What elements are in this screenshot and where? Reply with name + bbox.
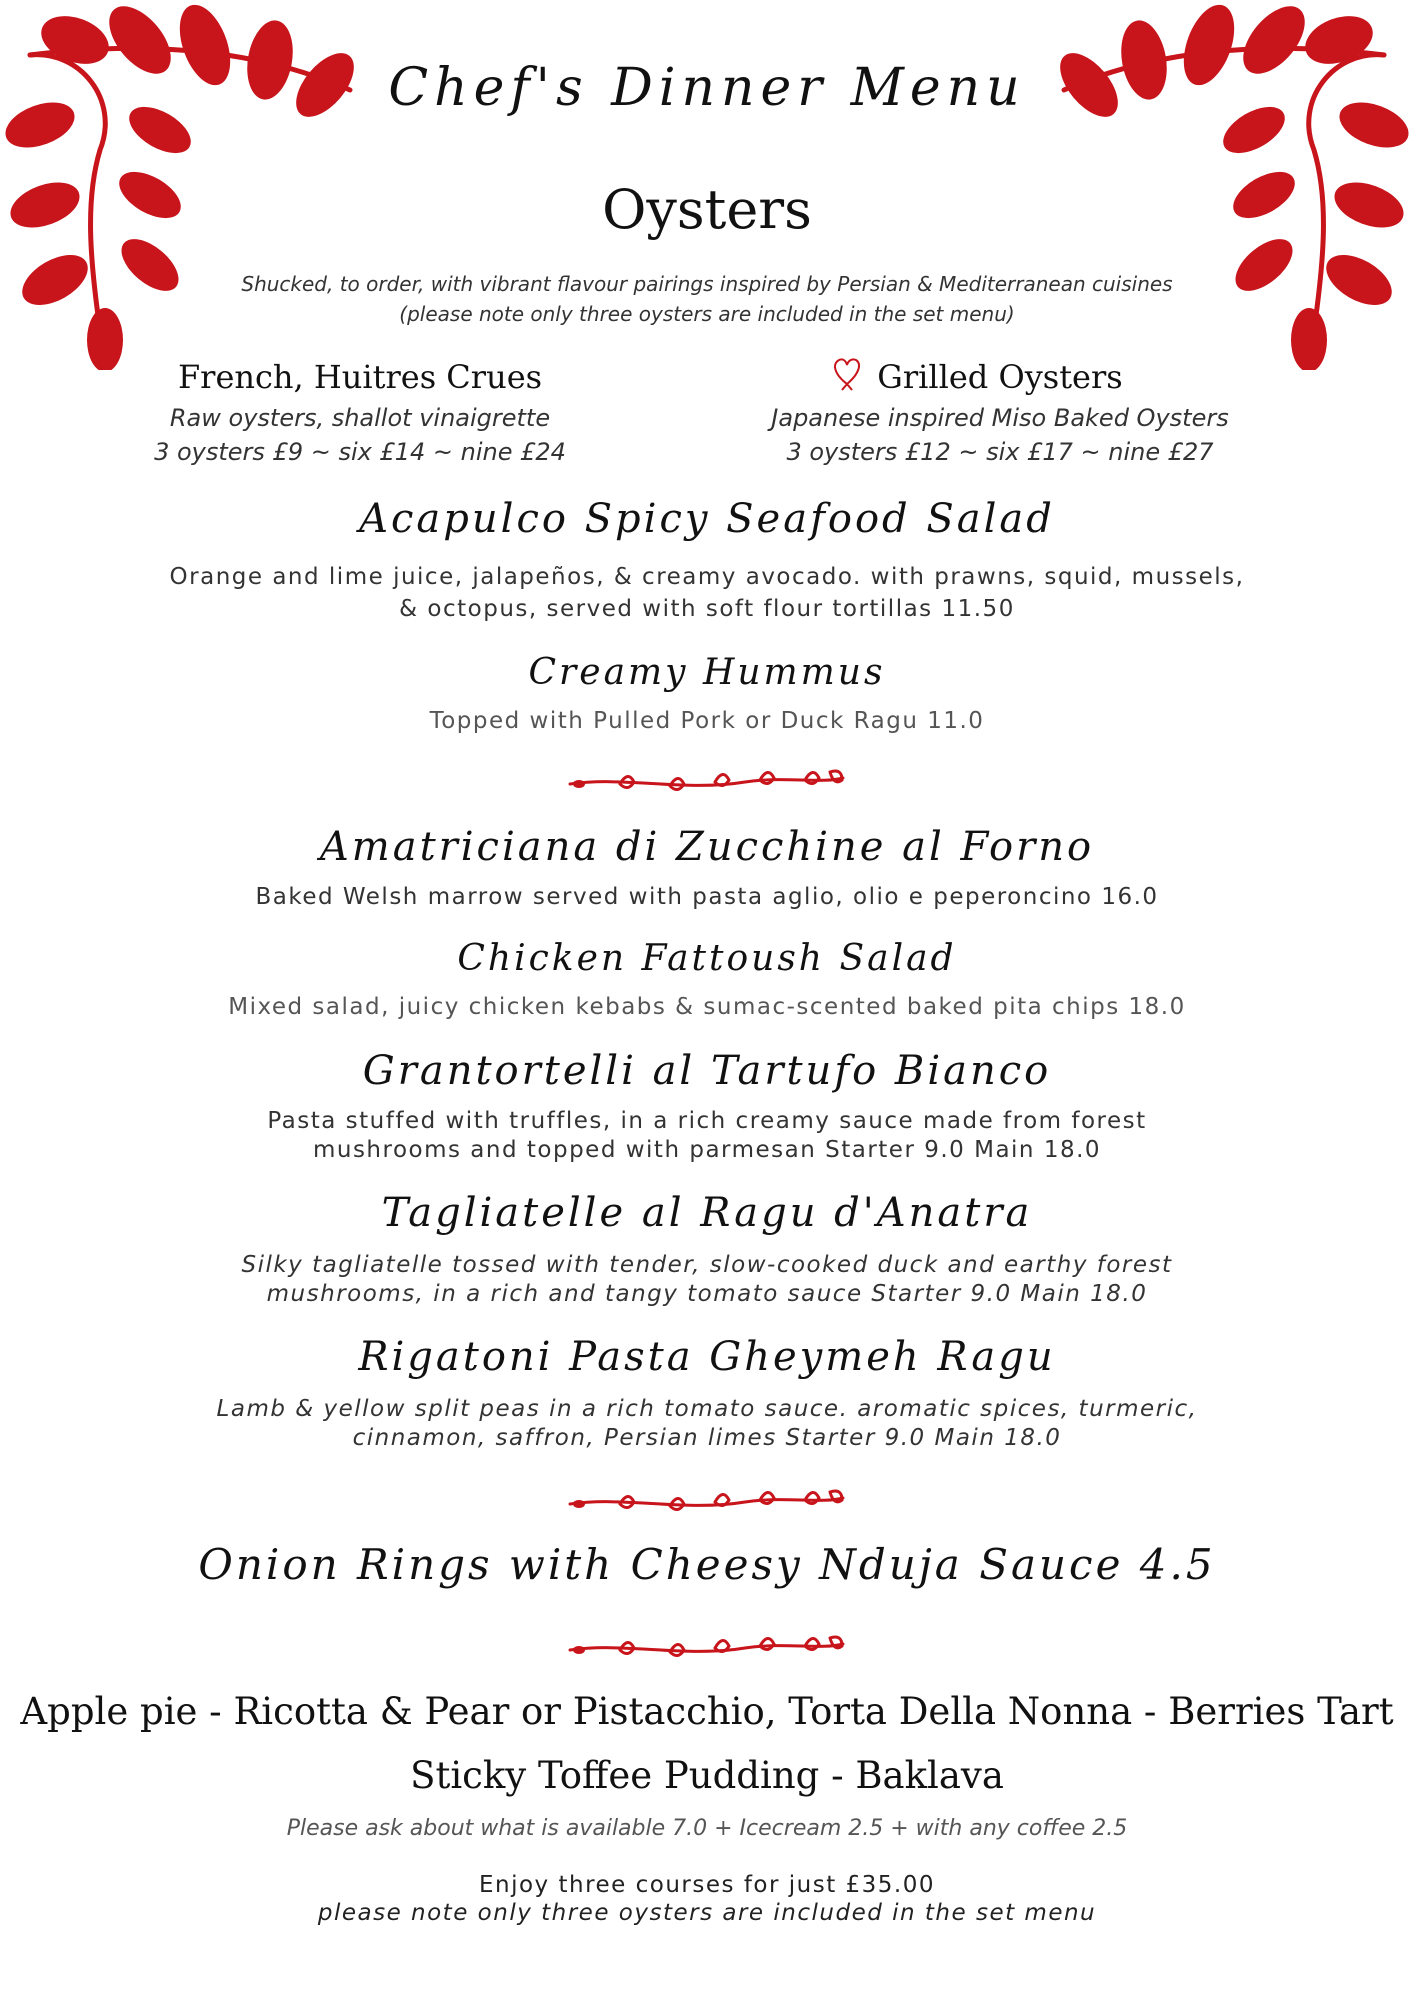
oyster-item-desc: Japanese inspired Miso Baked Oysters [771,404,1229,432]
dish-name: Rigatoni Pasta Gheymeh Ragu [358,1334,1056,1380]
dish-description: Lamb & yellow split peas in a rich tomato sauce. aromatic spices, turmeric, [216,1396,1198,1422]
oyster-item-grilled [720,358,1280,466]
oyster-item-name: French, Huitres Crues [177,358,543,396]
dish-name: Amatriciana di Zucchine al Forno [319,824,1095,870]
oyster-item-price: 3 oysters £9 ~ six £14 ~ nine £24 [154,438,566,466]
vine-divider-icon [565,762,850,802]
dish-description: cinnamon, saffron, Persian limes Starter 9.0 Main 18.0 [352,1425,1062,1451]
dessert-line: Apple pie - Ricotta & Pear or Pistacchio, Torta Della Nonna - Berries Tart [20,1690,1394,1733]
oyster-item-desc: Raw oysters, shallot vinaigrette [169,404,551,432]
oysters-intro: Shucked, to order, with vibrant flavour pairings inspired by Persian & Mediterranean cuisines [241,272,1173,296]
dish-description: & octopus, served with soft flour tortillas 11.50 [399,596,1015,622]
oyster-item-name: Grilled Oysters [877,358,1123,396]
vine-divider-icon [565,1628,850,1668]
oysters-heading: Oysters [602,178,812,241]
oyster-item-name-row [720,358,1280,396]
heart-icon [830,354,864,394]
dish-description: Silky tagliatelle tossed with tender, slow-cooked duck and earthy forest [241,1252,1173,1278]
dish-name: Acapulco Spicy Seafood Salad [359,496,1055,542]
set-menu-note: please note only three oysters are included in the set menu [317,1900,1097,1926]
oysters-intro-note: (please note only three oysters are included in the set menu) [399,302,1015,326]
dish-description: mushrooms and topped with parmesan Starter 9.0 Main 18.0 [312,1137,1102,1163]
dish-description: Orange and lime juice, jalapeños, & creamy avocado. with prawns, squid, mussels, [169,564,1245,590]
dish-description: Mixed salad, juicy chicken kebabs & sumac-scented baked pita chips 18.0 [228,994,1186,1020]
dish-name: Creamy Hummus [528,652,886,693]
set-menu-offer: Enjoy three courses for just £35.00 [478,1872,936,1898]
dish-name: Grantortelli al Tartufo Bianco [362,1048,1052,1094]
side-dish: Onion Rings with Cheesy Nduja Sauce 4.5 [198,1540,1216,1589]
oyster-item-price: 3 oysters £12 ~ six £17 ~ nine £27 [786,438,1214,466]
dish-name: Tagliatelle al Ragu d'Anatra [381,1190,1033,1236]
dish-description: Topped with Pulled Pork or Duck Ragu 11.0 [429,708,985,734]
dessert-line: Sticky Toffee Pudding - Baklava [410,1754,1004,1797]
dish-description: mushrooms, in a rich and tangy tomato sauce Starter 9.0 Main 18.0 [266,1281,1148,1307]
oyster-item-french [80,358,640,466]
vine-divider-icon [565,1482,850,1522]
dish-name: Chicken Fattoush Salad [457,938,957,979]
dish-description: Baked Welsh marrow served with pasta aglio, olio e peperoncino 16.0 [255,884,1159,910]
dish-description: Pasta stuffed with truffles, in a rich creamy sauce made from forest [267,1108,1147,1134]
dessert-note: Please ask about what is available 7.0 + Icecream 2.5 + with any coffee 2.5 [286,1816,1128,1841]
menu-title: Chef's Dinner Menu [388,58,1026,118]
